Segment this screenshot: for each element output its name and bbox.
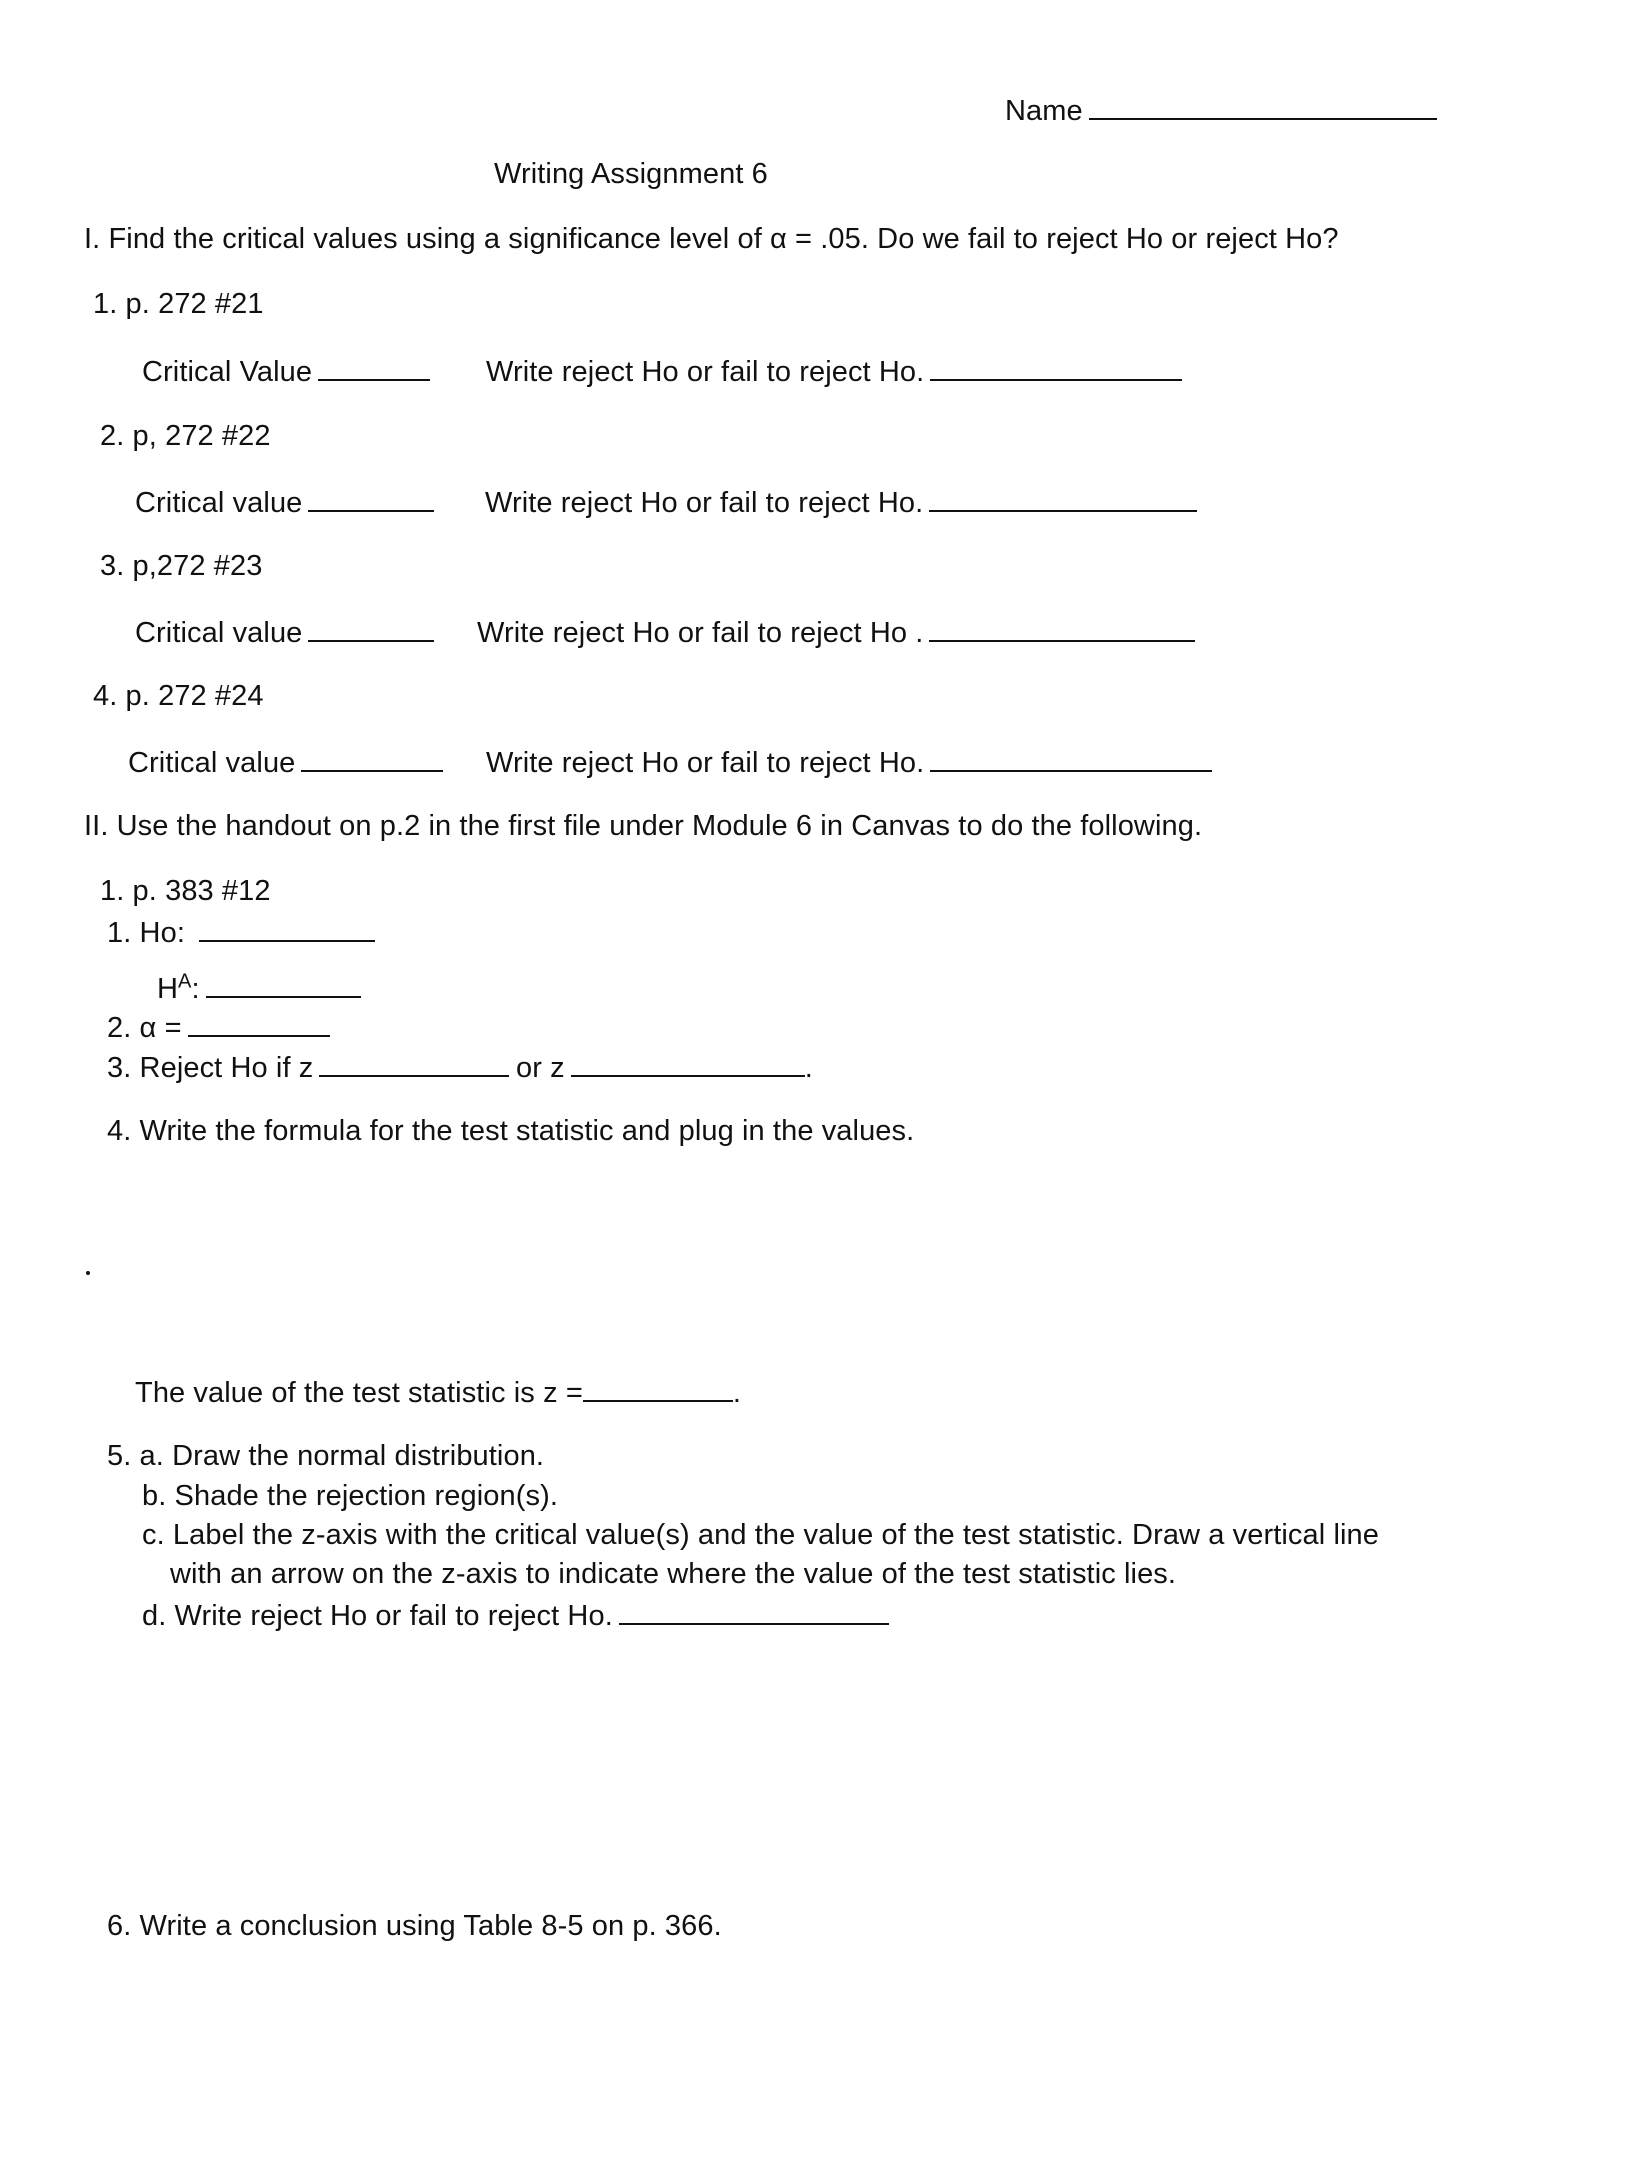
step3-or: or z xyxy=(516,1052,565,1084)
page-title: Writing Assignment 6 xyxy=(494,158,768,190)
step2-label: 2. α = xyxy=(107,1012,182,1044)
ha-blank[interactable] xyxy=(206,970,361,998)
stray-dot xyxy=(86,1271,90,1275)
item4-decision-label: Write reject Ho or fail to reject Ho. xyxy=(486,747,925,779)
item1-decision-label: Write reject Ho or fail to reject Ho. xyxy=(486,356,925,388)
item2-decision-row xyxy=(485,484,1197,520)
item3-decision-row xyxy=(477,614,1195,650)
ha-subscript: A xyxy=(178,970,192,993)
step5d-blank[interactable] xyxy=(619,1597,889,1625)
item3-critical-row xyxy=(135,614,434,650)
item4-decision-row xyxy=(486,744,1212,780)
item3-number: 3. p,272 #23 xyxy=(100,550,263,582)
item3-decision-blank[interactable] xyxy=(929,614,1195,642)
item4-number: 4. p. 272 #24 xyxy=(93,680,264,712)
item3-critical-blank[interactable] xyxy=(308,614,434,642)
name-blank[interactable] xyxy=(1089,92,1437,120)
item1-critical-row xyxy=(142,353,430,389)
step1-label: 1. Ho: xyxy=(107,917,185,949)
ha-colon: : xyxy=(191,973,200,1005)
step5a-text: 5. a. Draw the normal distribution. xyxy=(107,1440,545,1472)
item1-decision-row xyxy=(486,353,1182,389)
ho-blank[interactable] xyxy=(199,914,375,942)
item4-decision-blank[interactable] xyxy=(930,744,1212,772)
section1-instruction: I. Find the critical values using a significance level of α = .05. Do we fail to reject Ho or reject Ho? xyxy=(84,223,1339,255)
step1-row xyxy=(107,914,375,950)
item2-decision-label: Write reject Ho or fail to reject Ho. xyxy=(485,487,924,519)
step5c-line2: with an arrow on the z-axis to indicate where the value of the test statistic lies. xyxy=(170,1558,1177,1590)
step3-period: . xyxy=(804,1052,813,1084)
item3-critical-label: Critical value xyxy=(135,617,303,649)
step3-row xyxy=(107,1049,509,1085)
item4-critical-label: Critical value xyxy=(128,747,296,779)
item2-decision-blank[interactable] xyxy=(929,484,1197,512)
reject-z2-blank[interactable] xyxy=(571,1049,805,1077)
step5d-label: d. Write reject Ho or fail to reject Ho. xyxy=(142,1600,613,1632)
section2-instruction: II. Use the handout on p.2 in the first file under Module 6 in Canvas to do the following. xyxy=(84,810,1203,842)
item4-critical-blank[interactable] xyxy=(301,744,443,772)
step3-or-row xyxy=(516,1049,813,1085)
reject-z1-blank[interactable] xyxy=(319,1049,509,1077)
step5d-row xyxy=(142,1597,889,1633)
alpha-blank[interactable] xyxy=(188,1009,330,1037)
item2-critical-blank[interactable] xyxy=(308,484,434,512)
item1-number: 1. p. 272 #21 xyxy=(93,288,264,320)
item2-critical-label: Critical value xyxy=(135,487,303,519)
name-label: Name xyxy=(1005,95,1083,127)
test-stat-blank[interactable] xyxy=(583,1374,733,1402)
name-line xyxy=(1005,92,1437,128)
test-stat-period: . xyxy=(732,1377,742,1409)
ha-row xyxy=(157,970,361,1006)
step2-row xyxy=(107,1009,330,1045)
test-stat-label: The value of the test statistic is z = xyxy=(135,1377,583,1409)
item3-decision-label: Write reject Ho or fail to reject Ho . xyxy=(477,617,924,649)
step3-label: 3. Reject Ho if z xyxy=(107,1052,314,1084)
item2-number: 2. p, 272 #22 xyxy=(100,420,271,452)
test-stat-row xyxy=(135,1374,741,1410)
item2-critical-row xyxy=(135,484,434,520)
ha-label: H xyxy=(157,973,179,1005)
step5c-line1: c. Label the z-axis with the critical value(s) and the value of the test statistic. Draw a vertical line xyxy=(142,1519,1379,1551)
problem-number: 1. p. 383 #12 xyxy=(100,875,271,907)
item1-decision-blank[interactable] xyxy=(930,353,1182,381)
step4-text: 4. Write the formula for the test statistic and plug in the values. xyxy=(107,1115,915,1147)
item1-critical-label: Critical Value xyxy=(142,356,313,388)
item1-critical-blank[interactable] xyxy=(318,353,430,381)
step5b-text: b. Shade the rejection region(s). xyxy=(142,1480,558,1512)
step6-text: 6. Write a conclusion using Table 8-5 on p. 366. xyxy=(107,1910,722,1942)
item4-critical-row xyxy=(128,744,443,780)
